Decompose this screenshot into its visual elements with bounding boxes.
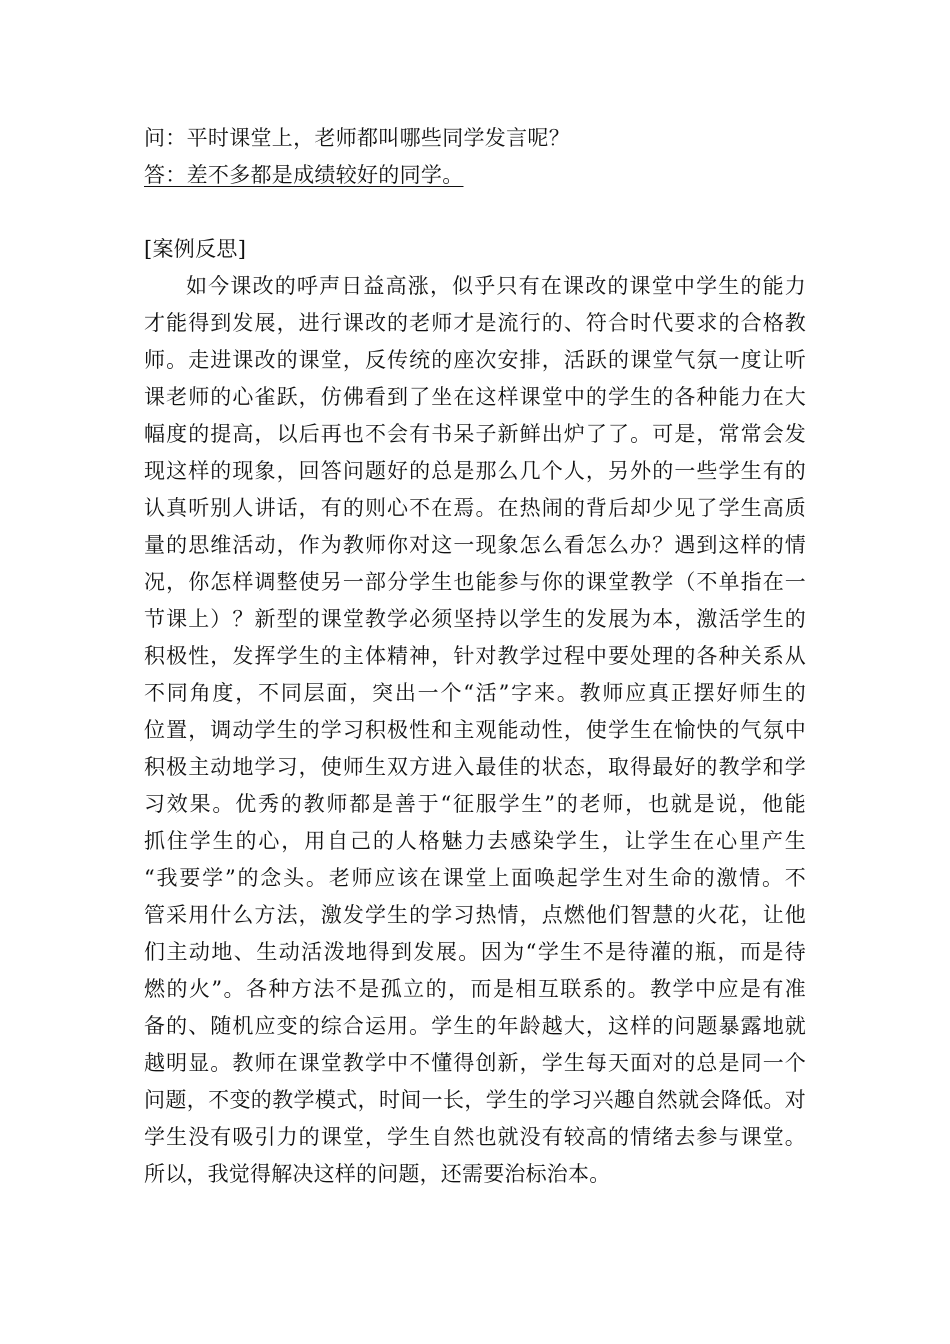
paragraph-line: 位置，调动学生的学习积极性和主观能动性，使学生在愉快的气氛中 [144, 718, 806, 742]
section-heading: [案例反思] [144, 237, 247, 261]
paragraph-line: 越明显。教师在课堂教学中不懂得创新，学生每天面对的总是同一个 [144, 1051, 806, 1075]
paragraph-line: “我要学”的念头。老师应该在课堂上面唤起学生对生命的激情。不 [144, 866, 806, 890]
paragraph-line: 抓住学生的心，用自己的人格魅力去感染学生，让学生在心里产生 [144, 829, 806, 853]
paragraph-line: 师。走进课改的课堂，反传统的座次安排，活跃的课堂气氛一度让听 [144, 348, 806, 372]
paragraph-line: 问题，不变的教学模式，时间一长，学生的学习兴趣自然就会降低。对 [144, 1088, 806, 1112]
paragraph-line: 况，你怎样调整使另一部分学生也能参与你的课堂教学（不单指在一 [144, 570, 806, 594]
paragraph-line: 积极主动地学习，使师生双方进入最佳的状态，取得最好的教学和学 [144, 755, 806, 779]
paragraph-line: 积极性，发挥学生的主体精神，针对教学过程中要处理的各种关系从 [144, 644, 806, 668]
paragraph-line: 幅度的提高，以后再也不会有书呆子新鲜出炉了了。可是，常常会发 [144, 422, 806, 446]
paragraph-line: 所以，我觉得解决这样的问题，还需要治标治本。 [144, 1162, 611, 1186]
paragraph-line: 如今课改的呼声日益高涨，似乎只有在课改的课堂中学生的能力 [186, 274, 806, 298]
paragraph-line: 认真听别人讲话，有的则心不在焉。在热闹的背后却少见了学生高质 [144, 496, 806, 520]
paragraph-line: 备的、随机应变的综合运用。学生的年龄越大，这样的问题暴露地就 [144, 1014, 806, 1038]
paragraph-line: 学生没有吸引力的课堂，学生自然也就没有较高的情绪去参与课堂。 [144, 1125, 806, 1149]
paragraph-line: 课老师的心雀跃，仿佛看到了坐在这样课堂中的学生的各种能力在大 [144, 385, 806, 409]
question-line: 问：平时课堂上，老师都叫哪些同学发言呢？ [144, 126, 570, 150]
paragraph-line: 习效果。优秀的教师都是善于“征服学生”的老师，也就是说，他能 [144, 792, 806, 816]
paragraph-line: 管采用什么方法，激发学生的学习热情，点燃他们智慧的火花，让他 [144, 903, 806, 927]
paragraph-line: 燃的火”。各种方法不是孤立的，而是相互联系的。教学中应是有准 [144, 977, 806, 1001]
answer-line: 答：差不多都是成绩较好的同学。 [144, 163, 464, 187]
paragraph-line: 现这样的现象，回答问题好的总是那么几个人，另外的一些学生有的 [144, 459, 806, 483]
paragraph-line: 节课上）？新型的课堂教学必须坚持以学生的发展为本，激活学生的 [144, 607, 806, 631]
paragraph-line: 才能得到发展，进行课改的老师才是流行的、符合时代要求的合格教 [144, 311, 806, 335]
paragraph-line: 不同角度，不同层面，突出一个“活”字来。教师应真正摆好师生的 [144, 681, 806, 705]
paragraph-line: 量的思维活动，作为教师你对这一现象怎么看怎么办？遇到这样的情 [144, 533, 806, 557]
paragraph-line: 们主动地、生动活泼地得到发展。因为“学生不是待灌的瓶，而是待 [144, 940, 806, 964]
